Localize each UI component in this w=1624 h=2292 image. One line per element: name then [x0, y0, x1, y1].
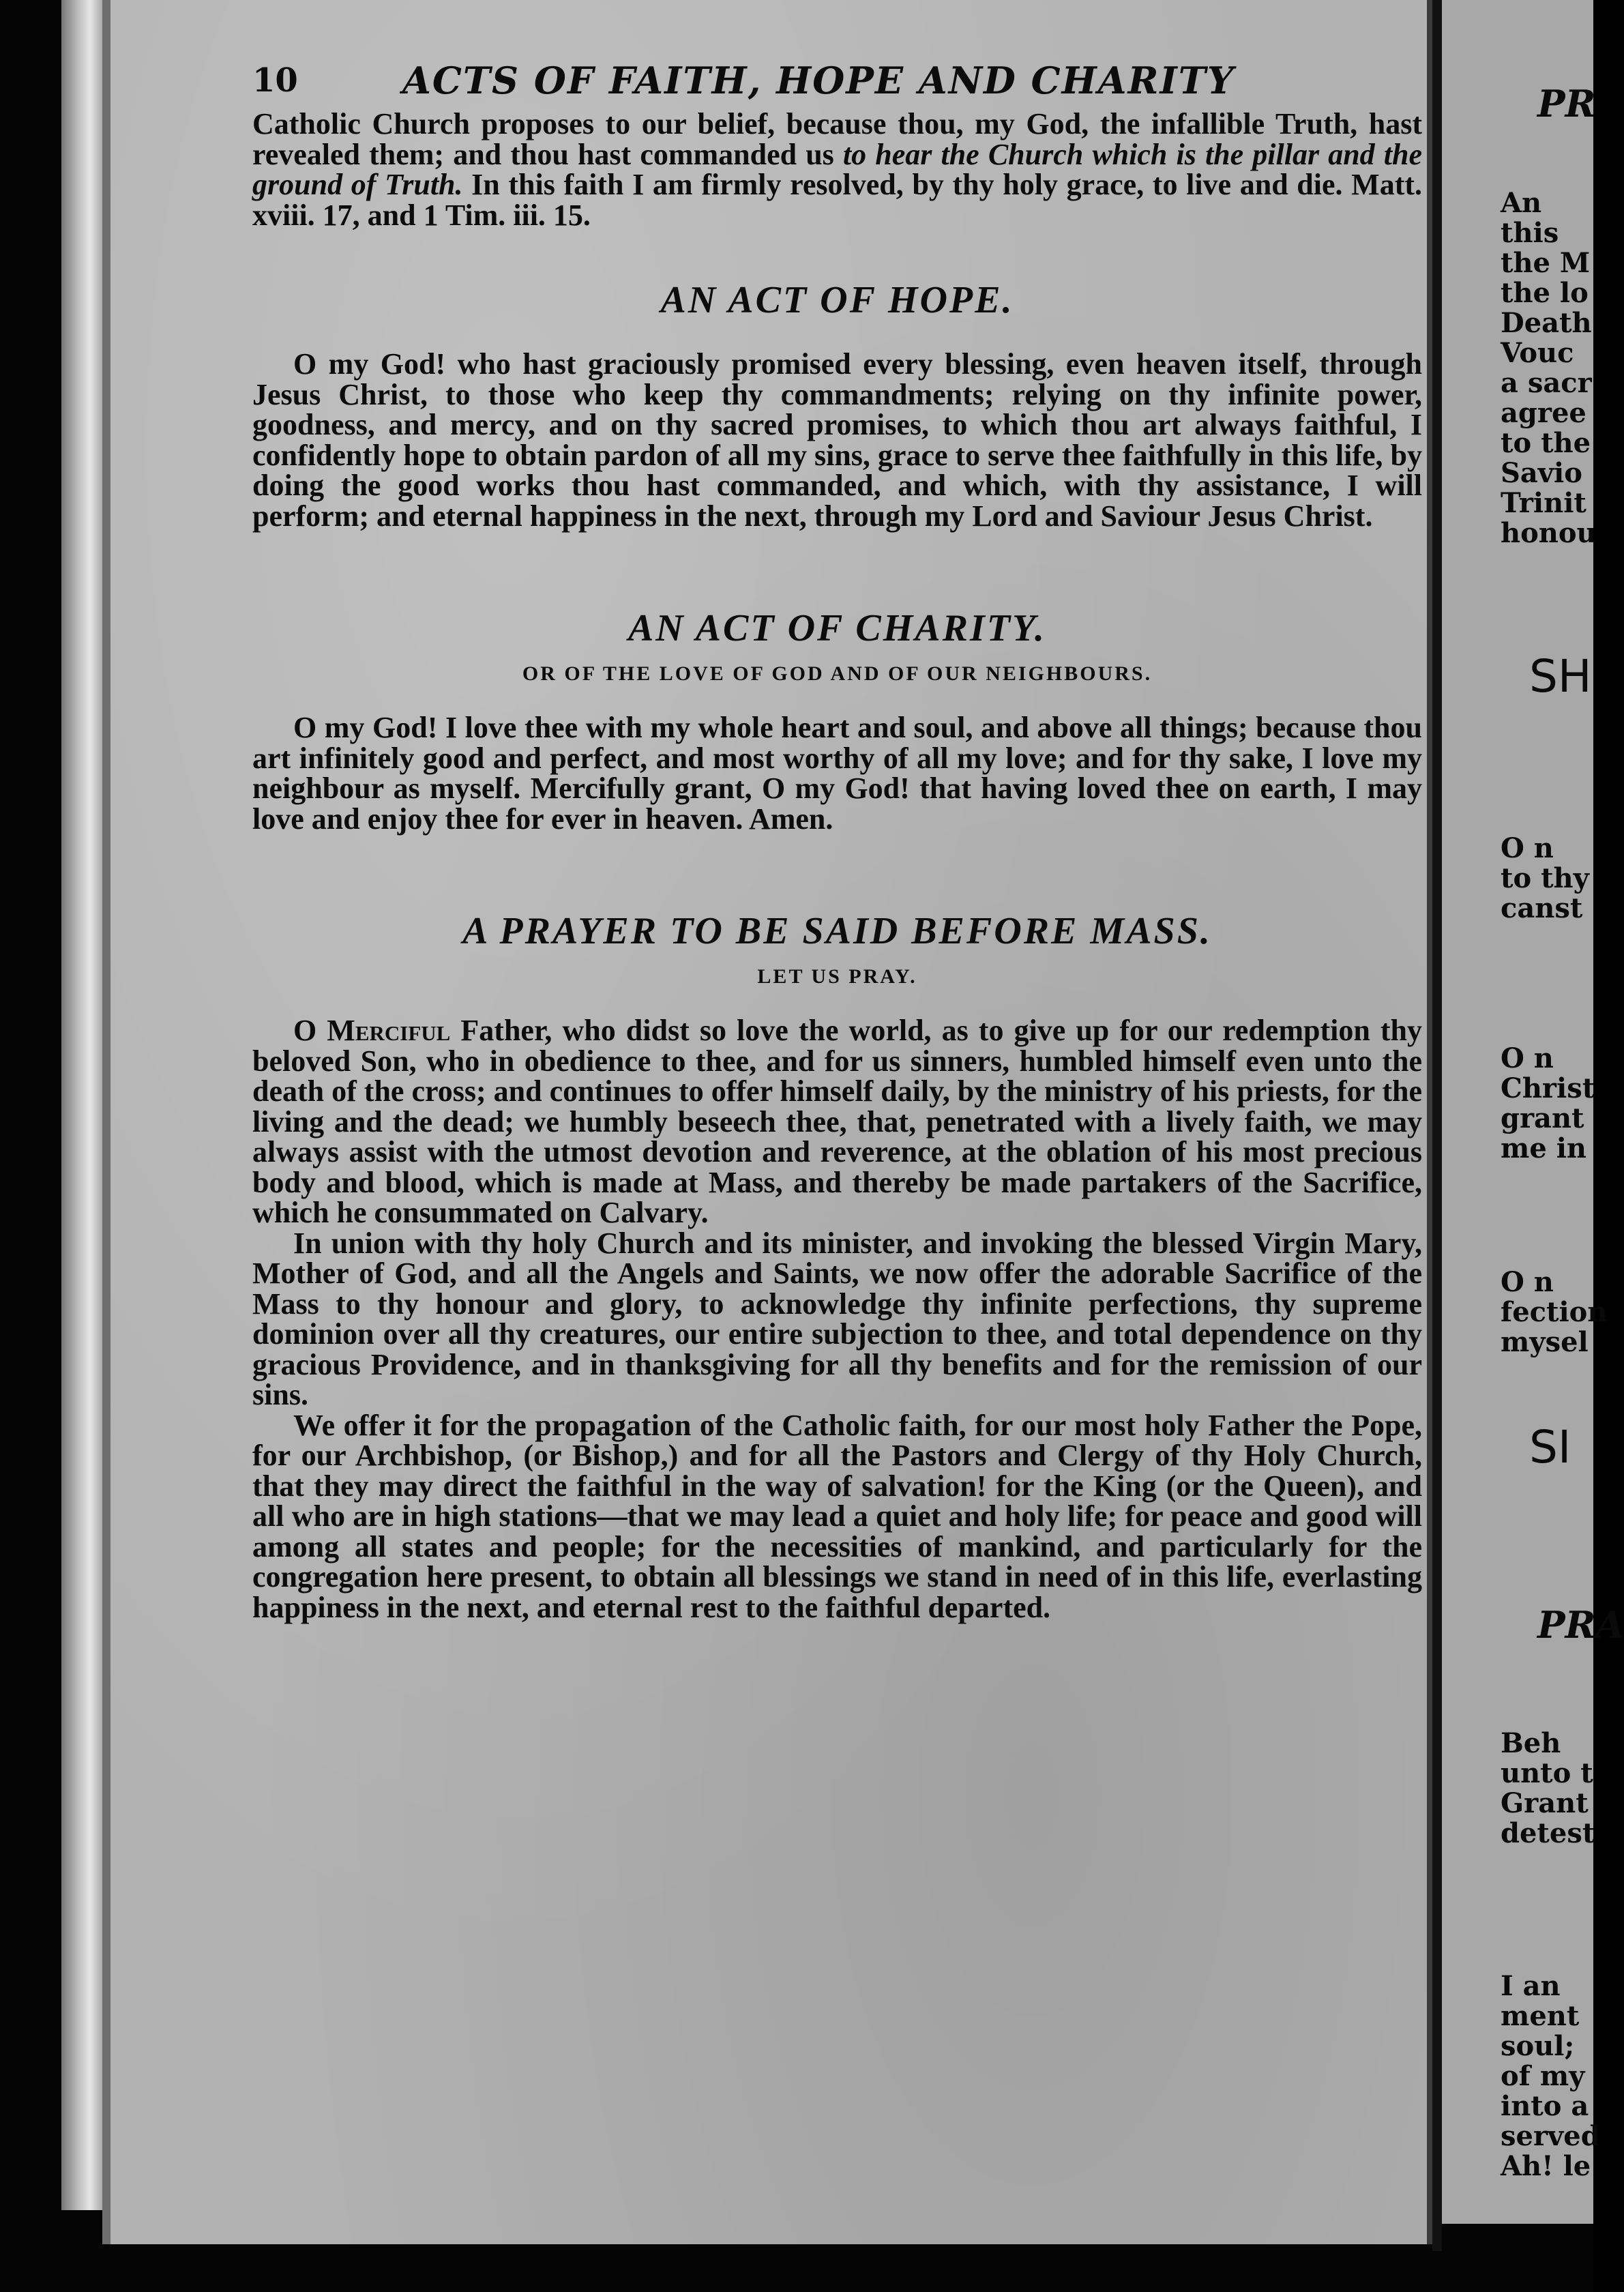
facing-line: Vouc	[1501, 337, 1574, 369]
prayer-paragraph-1	[252, 1016, 1422, 1229]
faith-text-italic: to hear the Church which is the pillar and the ground of Truth.	[252, 137, 1422, 201]
facing-line: this	[1501, 217, 1559, 249]
facing-line: agree	[1501, 397, 1586, 429]
facing-line: soul;	[1501, 2030, 1575, 2062]
charity-text: O my God! I love thee with my whole heart and soul, and above all things; because thou art infinitely good and perfect, and most worthy of all my love; and for thy sake, I love my neighbour as myself. Mercifully grant, O my God! that having loved thee on earth, I may love and enjoy thee for ever in heaven. Amen.	[252, 711, 1422, 836]
facing-line: fection	[1501, 1296, 1608, 1328]
facing-line: Ah! le	[1501, 2150, 1591, 2182]
facing-line: the lo	[1501, 277, 1589, 309]
page-edge-left	[61, 0, 102, 2210]
facing-line: served	[1501, 2120, 1600, 2152]
prayer-paragraph-2: In union with thy holy Church and its minister, and invoking the blessed Virgin Mary, Mother of God, and all the Angels and Saints, we now offer the adorable Sacrifice of the Mass to thy honour and glory, to acknowledge thy infinite perfections, thy supreme dominion over all thy creatures, our entire subjection to thee, and total dependence on thy gracious Providence, and in thanksgiving for all thy benefits and for the remission of our sins.	[252, 1226, 1422, 1411]
hope-heading: AN ACT OF HOPE.	[660, 279, 1014, 321]
prayer-lead-words: O Merciful	[293, 1014, 451, 1047]
prayer-heading: A PRAYER TO BE SAID BEFORE MASS.	[462, 910, 1212, 952]
facing-line: An	[1501, 187, 1542, 219]
facing-page-fragment	[1442, 0, 1624, 2224]
book-gutter	[1432, 0, 1442, 2251]
prayer-paragraph-3: We offer it for the propagation of the Catholic faith, for our most holy Father the Pope, for our Archbishop, (or Bishop,) and for all the Pastors and Clergy of thy Holy Church, that they may direct the faithful in the way of salvation! for the King (or the Queen), and all who are in high stations—that we may lead a quiet and holy life; for peace and good will among all states and people; for the necessities of mankind, and particularly for the congregation here present, to obtain all blessings we stand in need of in this life, everlasting happiness in the next, and eternal rest to the faithful departed.	[252, 1408, 1422, 1624]
facing-line: me in	[1501, 1132, 1586, 1164]
facing-line: a sacr	[1501, 367, 1592, 399]
facing-line: O n	[1501, 1266, 1554, 1298]
facing-line: unto t	[1501, 1757, 1593, 1789]
facing-line: to thy	[1501, 862, 1589, 894]
facing-line: O n	[1501, 1042, 1554, 1074]
facing-page-heading: SH	[1529, 650, 1592, 703]
facing-line: grant	[1501, 1102, 1584, 1134]
facing-page-heading: SI	[1529, 1421, 1571, 1473]
facing-line: ment	[1501, 2000, 1580, 2032]
facing-line: to the	[1501, 427, 1591, 459]
facing-line: O n	[1501, 832, 1554, 864]
running-head	[252, 55, 1422, 109]
facing-line: detest	[1501, 1817, 1595, 1849]
faith-text-a: Catholic Church proposes to our belief, because thou, my God, the infallible Truth, hast revealed them; and thou hast commanded us	[252, 107, 1422, 171]
facing-line: honou	[1501, 517, 1597, 549]
act-of-faith-continuation	[252, 109, 1422, 231]
facing-line: into a	[1501, 2090, 1589, 2122]
hope-text: O my God! who hast graciously promised every blessing, even heaven itself, through Jesus Christ, to those who keep thy commandments; relying on thy infinite power, goodness, and mercy, and on thy sacred promises, to which thou art always faithful, I confidently hope to obtain pardon of all my sins, grace to serve thee faithfully in this life, by doing the good works thou hast commanded, and which, with thy assistance, I will perform; and eternal happiness in the next, through my Lord and Saviour Jesus Christ.	[252, 347, 1422, 533]
facing-line: Grant	[1501, 1787, 1589, 1819]
prayer-subheading: LET US PRAY.	[757, 965, 917, 988]
page-number: 10	[252, 61, 298, 100]
page-content	[252, 55, 1422, 1623]
facing-page-heading: PR	[1537, 82, 1596, 126]
facing-line: I an	[1501, 1970, 1561, 2002]
facing-line: mysel	[1501, 1326, 1589, 1358]
facing-line: canst	[1501, 892, 1583, 924]
facing-line: the M	[1501, 247, 1591, 279]
charity-subheading: OR OF THE LOVE OF GOD AND OF OUR NEIGHBOURS.	[522, 662, 1153, 685]
prayer-p1-text: Father, who didst so love the world, as to give up for our redemption thy beloved Son, who in obedience to thee, and for us sinners, humbled himself even unto the death of the cross; and continues to offer himself daily, by the ministry of his priests, for the living and the dead; we humbly beseech thee, that, penetrated with a lively faith, we may always assist with the utmost devotion and reverence, at the oblation of his most precious body and blood, which is made at Mass, and thereby be made partakers of the Sacrifice, which he consummated on Calvary.	[252, 1014, 1422, 1229]
facing-line: of my	[1501, 2060, 1585, 2092]
facing-line: Death	[1501, 307, 1592, 339]
facing-line: Beh	[1501, 1727, 1561, 1759]
facing-line: Christ	[1501, 1072, 1595, 1104]
running-title: ACTS OF FAITH, HOPE AND CHARITY	[402, 59, 1235, 102]
charity-heading: AN ACT OF CHARITY.	[628, 607, 1047, 649]
facing-line: Trinit	[1501, 487, 1586, 519]
faith-text-b: In this faith I am firmly resolved, by thy holy grace, to live and die. Matt. xviii. 17, and 1 Tim. iii. 15.	[252, 168, 1422, 232]
facing-line: Savio	[1501, 457, 1582, 489]
facing-page-heading: PRA	[1537, 1603, 1624, 1647]
